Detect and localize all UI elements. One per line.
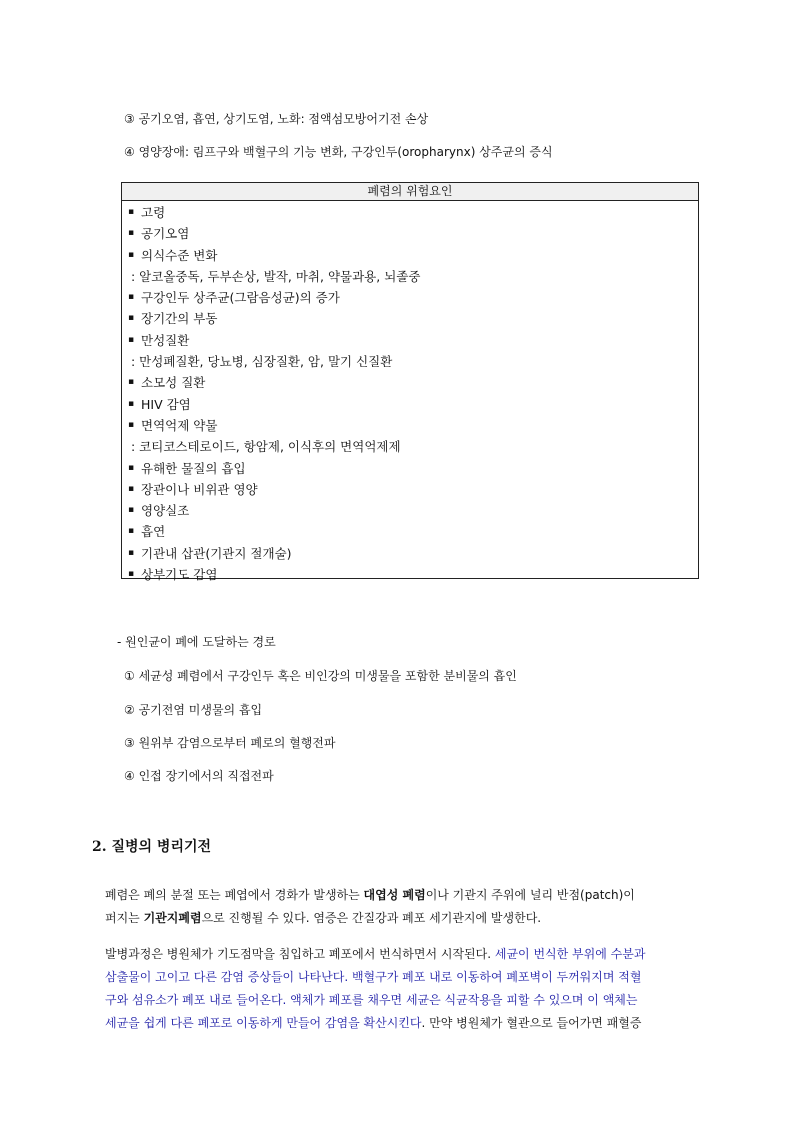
risk-item-detail	[122, 436, 698, 457]
paragraph-2-line-1	[105, 943, 697, 966]
paragraph-1	[105, 884, 697, 930]
risk-item-text: 구강인두 상주균(그람음성균)의 증가	[141, 290, 340, 306]
risk-item-text: 고령	[141, 205, 166, 220]
bullet-icon: ▪	[128, 377, 135, 388]
risk-item	[122, 458, 698, 479]
risk-item	[122, 245, 698, 266]
bullet-icon: ▪	[128, 547, 135, 558]
risk-item	[122, 223, 698, 244]
risk-item	[122, 479, 698, 500]
bullet-icon: ▪	[128, 526, 135, 537]
bullet-icon: ▪	[128, 419, 135, 430]
bullet-icon: ▪	[128, 398, 135, 409]
risk-item-text: 공기오염	[141, 226, 190, 242]
text-span: 이나 기관지 주위에 널리 반점(patch)이	[425, 888, 635, 902]
intro-item-3: ③ 공기오염, 흡연, 상기도염, 노화: 점액섬모방어기전 손상	[124, 112, 429, 126]
route-item-1: ① 세균성 폐렴에서 구강인두 혹은 비인강의 미생물을 포함한 분비물의 흡인	[124, 669, 517, 683]
paragraph-1-line-2	[105, 907, 697, 930]
bullet-icon: ▪	[128, 207, 135, 217]
risk-item-detail	[122, 266, 698, 287]
risk-item-text: HIV 감염	[141, 396, 191, 412]
risk-item	[122, 543, 698, 564]
text-span: 폐렴은 폐의 분절 또는 폐엽에서 경화가 발생하는	[105, 888, 364, 902]
risk-item-text: 기관내 삽관(기관지 절개술)	[141, 545, 292, 561]
section-title: 2. 질병의 병리기전	[92, 839, 212, 855]
risk-item	[122, 308, 698, 329]
risk-item-detail	[122, 351, 698, 372]
text-span: 발병과정은 병원체가 기도점막을 침입하고 폐포에서 번식하면서 시작된다.	[105, 947, 495, 961]
bullet-icon: ▪	[128, 228, 135, 239]
risk-table-header: 폐렴의 위험요인	[122, 183, 698, 201]
text-span: 으로 진행될 수 있다. 염증은 간질강과 폐포 세기관지에 발생한다.	[201, 911, 542, 925]
risk-item-text: 의식수준 변화	[141, 247, 218, 263]
risk-item-text: 상부기도 감염	[141, 567, 218, 583]
highlighted-text: 세균이 번식한 부위에 수분과	[494, 947, 646, 961]
risk-table-body	[122, 201, 698, 585]
risk-item-text: 소모성 질환	[141, 375, 206, 391]
bullet-icon: ▪	[128, 483, 135, 494]
paragraph-2	[105, 943, 697, 1035]
bullet-icon: ▪	[128, 334, 135, 345]
bullet-icon: ▪	[128, 313, 135, 324]
risk-item-text: 장기간의 부동	[141, 311, 218, 327]
risk-item-text: 만성질환	[141, 332, 190, 348]
risk-item-text: 장관이나 비위관 영양	[141, 481, 258, 497]
bold-term-lobar-pneumonia: 대엽성 폐렴	[363, 888, 426, 902]
risk-item	[122, 521, 698, 542]
risk-item-text: : 알코올중독, 두부손상, 발작, 마취, 약물과용, 뇌졸중	[131, 268, 421, 284]
risk-item	[122, 372, 698, 393]
highlighted-text: 세균을 쉽게 다른 폐포로 이동하게 만들어 감염을 확산시킨다	[105, 1016, 422, 1030]
risk-item	[122, 500, 698, 521]
risk-item-text: : 만성폐질환, 당뇨병, 심장질환, 암, 말기 신질환	[131, 354, 393, 370]
paragraph-2-line-2: 삼출물이 고이고 다른 감염 증상들이 나타난다. 백혈구가 폐포 내로 이동하여 폐포벽이 두꺼워지며 적혈	[105, 970, 642, 984]
risk-item-text: 면역억제 약물	[141, 417, 218, 433]
risk-item-text: : 코티코스테로이드, 항암제, 이식후의 면역억제제	[131, 439, 401, 455]
bullet-icon: ▪	[128, 249, 135, 260]
text-span: 퍼지는	[105, 911, 144, 925]
bullet-icon: ▪	[128, 569, 135, 580]
route-item-4: ④ 인접 장기에서의 직접전파	[124, 769, 274, 783]
risk-item-text: 유해한 물질의 흡입	[141, 460, 246, 476]
risk-item	[122, 415, 698, 436]
paragraph-2-line-4	[105, 1012, 697, 1035]
risk-factor-table	[121, 182, 699, 583]
bullet-icon: ▪	[128, 292, 135, 303]
risk-item-text: 흡연	[141, 524, 166, 540]
bullet-icon: ▪	[128, 462, 135, 473]
route-item-2: ② 공기전염 미생물의 흡입	[124, 703, 263, 717]
route-title: - 원인균이 폐에 도달하는 경로	[117, 635, 276, 649]
risk-item	[122, 287, 698, 308]
risk-item	[122, 330, 698, 351]
risk-item	[122, 564, 698, 585]
intro-item-4: ④ 영양장애: 림프구와 백혈구의 기능 변화, 구강인두(oropharynx) 상주균의 증식	[124, 145, 553, 159]
paragraph-2-line-3: 구와 섬유소가 폐포 내로 들어온다. 액체가 폐포를 채우면 세균은 식균작용을 피할 수 있으며 이 액체는	[105, 993, 638, 1007]
paragraph-1-line-1	[105, 884, 697, 907]
bullet-icon: ▪	[128, 505, 135, 516]
text-span: . 만약 병원체가 혈관으로 들어가면 패혈증	[421, 1016, 642, 1030]
risk-item-text: 영양실조	[141, 503, 190, 519]
risk-item	[122, 394, 698, 415]
risk-item	[122, 202, 698, 223]
bold-term-bronchopneumonia: 기관지폐렴	[143, 911, 202, 925]
route-item-3: ③ 원위부 감염으로부터 폐로의 혈행전파	[124, 736, 336, 750]
